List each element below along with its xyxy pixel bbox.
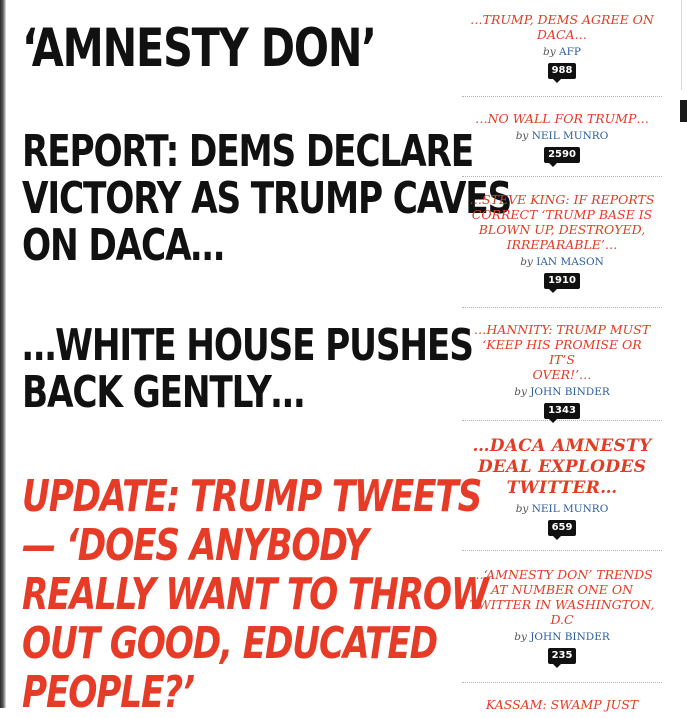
sidebar-story (462, 111, 662, 177)
author-link[interactable]: JOHN BINDER (530, 631, 610, 643)
story-byline: by NEIL MUNRO (515, 130, 609, 142)
story-headline-link[interactable]: …DACA AMNESTY DEAL EXPLODES TWITTER… (472, 436, 652, 498)
sidebar-story (462, 567, 662, 683)
author-link[interactable]: JOHN BINDER (530, 386, 610, 398)
sidebar-story (462, 192, 662, 308)
author-link[interactable]: NEIL MUNRO (531, 503, 609, 515)
right-edge-tab (680, 100, 687, 122)
story-headline-link[interactable]: …‘AMNESTY DON’ TRENDS AT NUMBER ONE ON TWITTER IN WASHINGTON, D.C (469, 567, 655, 627)
comment-count-badge[interactable]: 1343 (544, 403, 580, 419)
sidebar-story (462, 12, 662, 97)
story-byline: by NEIL MUNRO (515, 503, 609, 515)
sidebar-story (462, 322, 662, 421)
author-link[interactable]: IAN MASON (536, 256, 604, 268)
story-headline-link[interactable]: KASSAM: SWAMP JUST (485, 697, 639, 712)
story-headline-link[interactable]: …TRUMP, DEMS AGREE ON DACA… (470, 12, 654, 42)
story-headline-link[interactable]: …NO WALL FOR TRUMP… (475, 111, 649, 126)
story-byline: by IAN MASON (520, 256, 604, 268)
headline-white-house-pushes-back[interactable]: …WHITE HOUSE PUSHES BACK GENTLY… (22, 320, 473, 418)
comment-count-badge[interactable]: 988 (548, 63, 577, 79)
story-byline: by JOHN BINDER (514, 631, 610, 643)
headline-dems-declare-victory[interactable]: REPORT: DEMS DECLARE VICTORY AS TRUMP CAVES ON DACA… (22, 126, 512, 271)
story-byline: by AFP (543, 46, 581, 58)
story-byline: by JOHN BINDER (514, 386, 610, 398)
headline-update-trump-tweets[interactable]: UPDATE: TRUMP TWEETS — ‘DOES ANYBODY REALLY WANT TO THROW OUT GOOD, EDUCATED PEOPLE?’ (22, 471, 488, 718)
comment-count-badge[interactable]: 659 (548, 520, 577, 536)
left-edge-bar (0, 0, 6, 708)
headline-amnesty-don[interactable]: ‘AMNESTY DON’ (22, 18, 376, 79)
right-divider (681, 0, 682, 90)
story-headline-link[interactable]: …STEVE KING: IF REPORTS CORRECT ‘TRUMP BASE IS BLOWN UP, DESTROYED, IRREPARABLE’… (469, 192, 655, 252)
author-link[interactable]: NEIL MUNRO (531, 130, 609, 142)
comment-count-badge[interactable]: 2590 (544, 147, 580, 163)
author-link[interactable]: AFP (559, 46, 581, 58)
comment-count-badge[interactable]: 235 (548, 648, 577, 664)
sidebar-story (462, 697, 662, 717)
story-headline-link[interactable]: …HANNITY: TRUMP MUST ‘KEEP HIS PROMISE OR IT’S OVER!’… (473, 322, 651, 382)
sidebar-story (462, 436, 662, 551)
comment-count-badge[interactable]: 1910 (544, 273, 580, 289)
